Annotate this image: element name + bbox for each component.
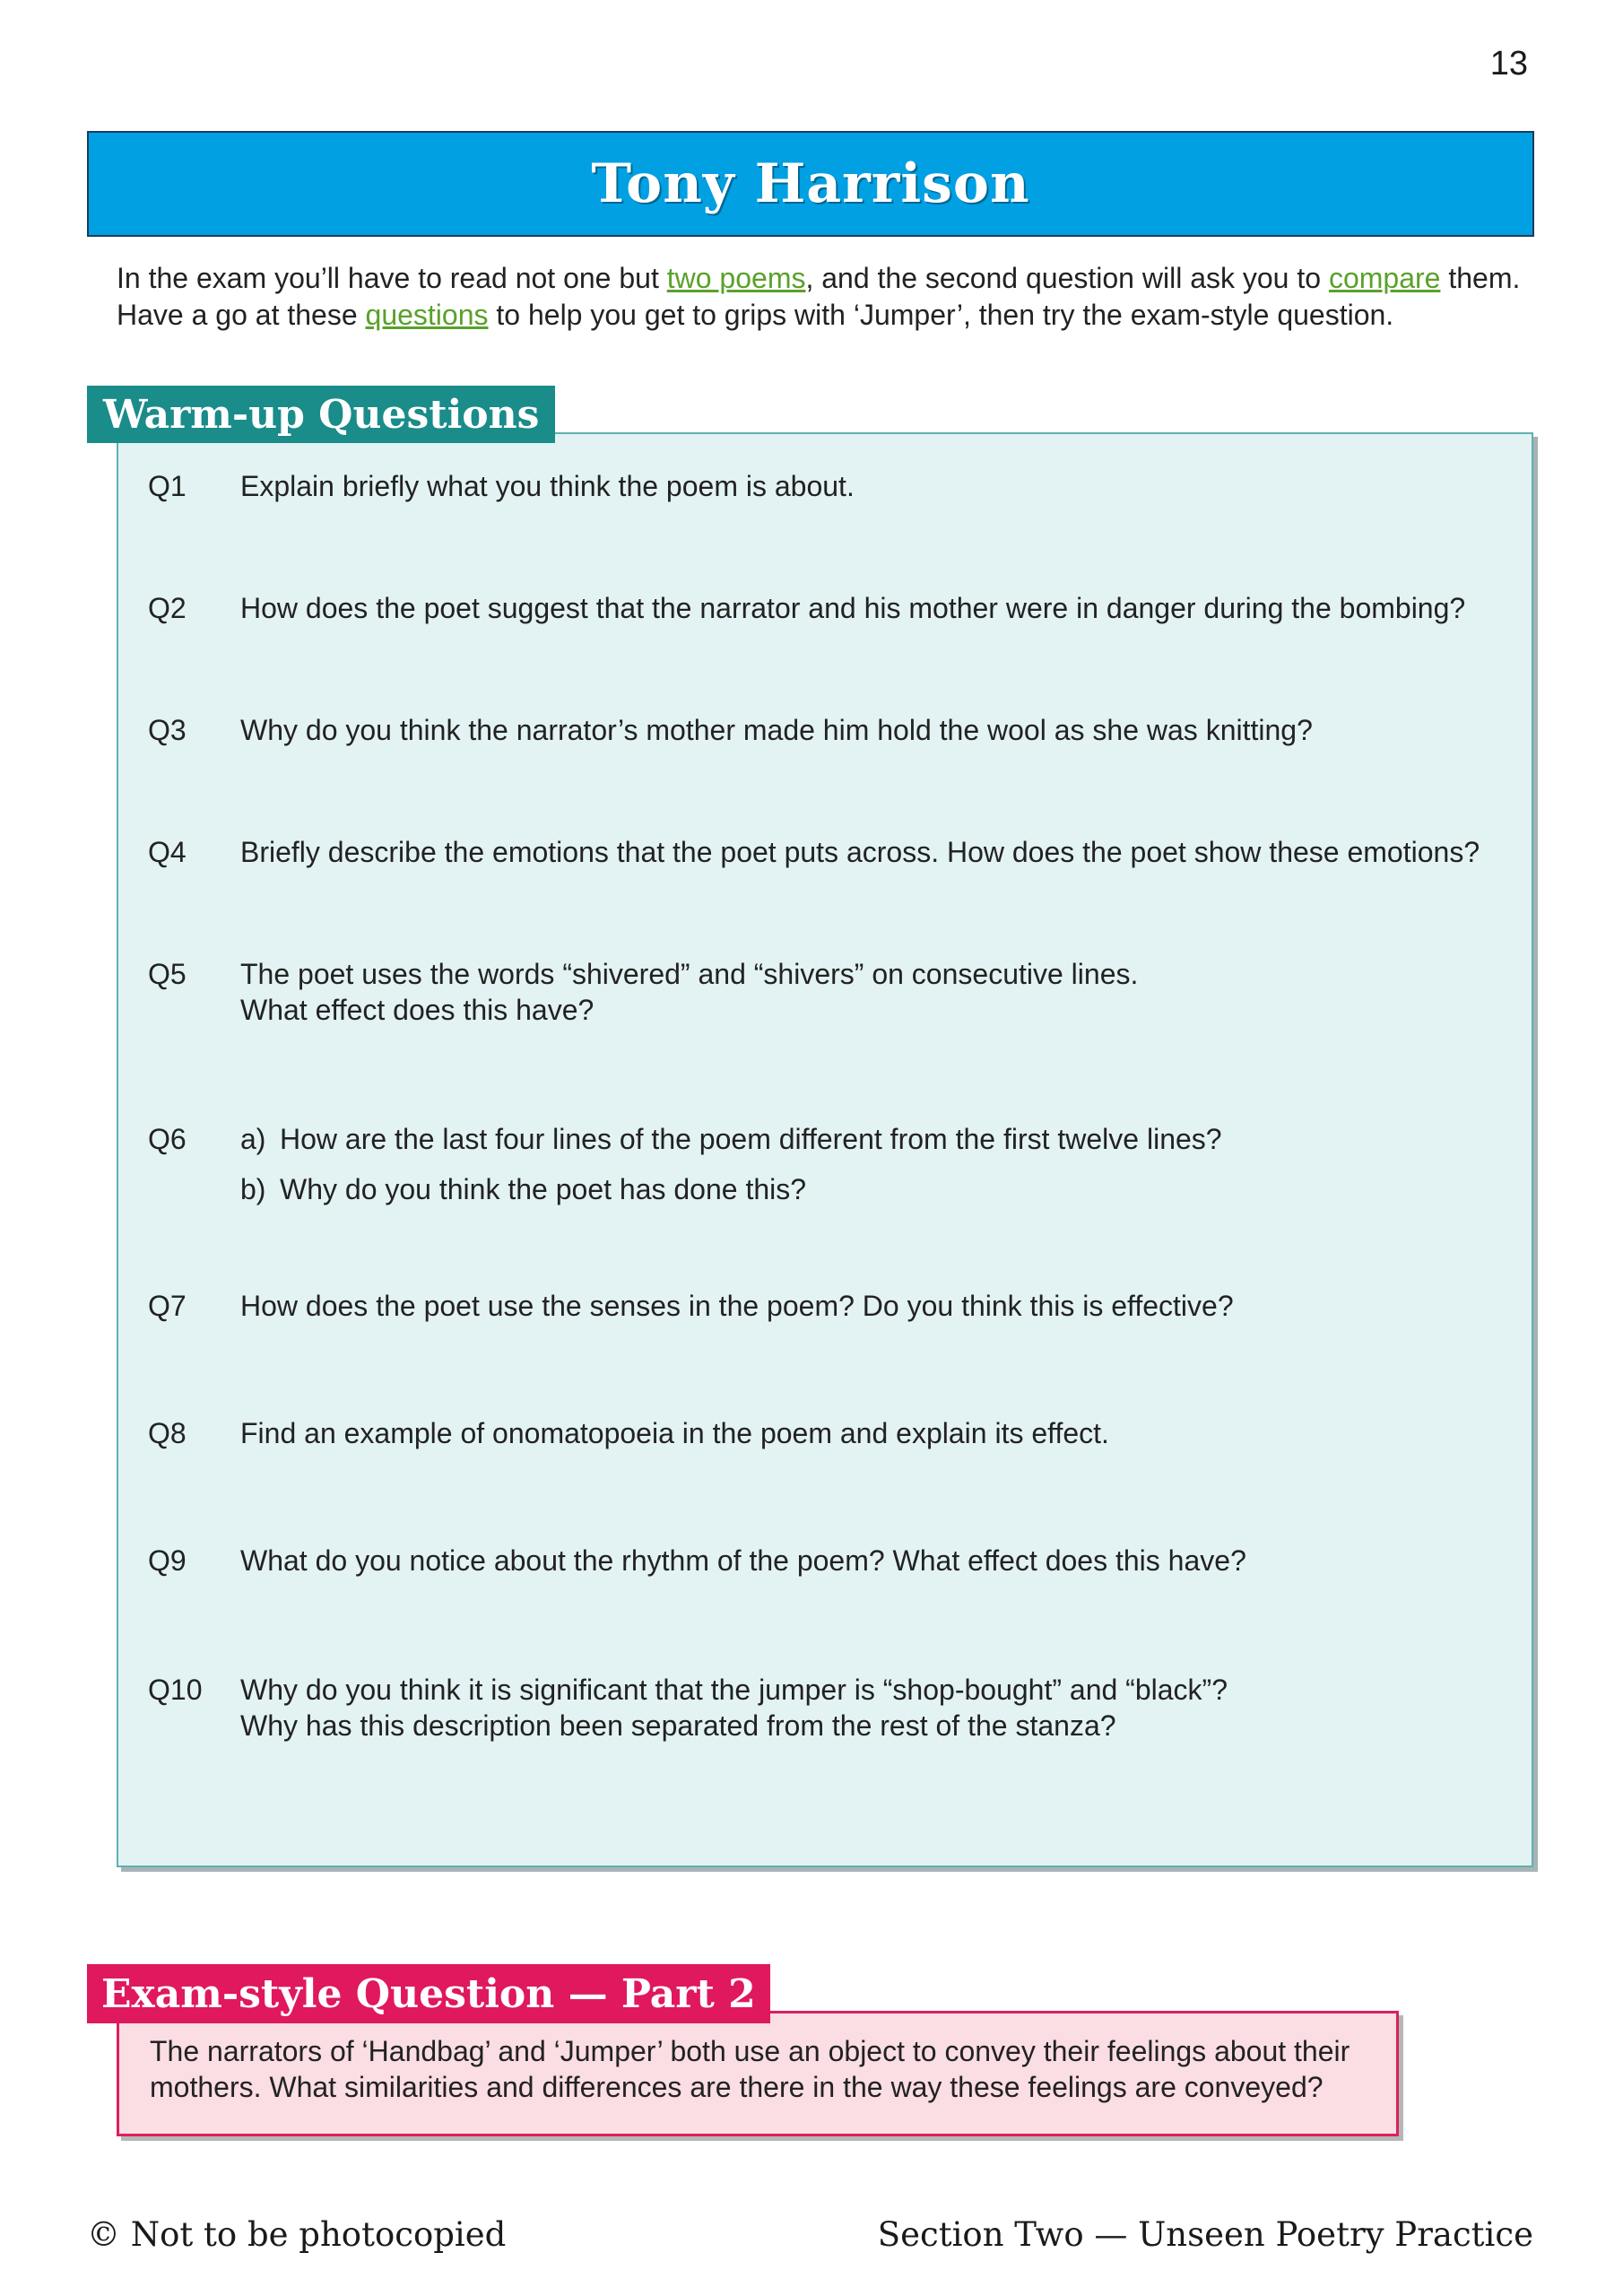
question-text: Why do you think it is significant that the jumper is “shop-bought” and “black”? <box>240 1674 1228 1706</box>
page-number: 13 <box>1489 45 1528 83</box>
intro-line-1 <box>117 260 1542 297</box>
question-text: Why do you think the narrator’s mother made him hold the wool as she was knitting? <box>240 714 1313 746</box>
question-number: Q6 <box>148 1123 187 1155</box>
exam-question-text <box>150 2033 1387 2105</box>
question-number: Q8 <box>148 1417 187 1449</box>
question-text: What effect does this have? <box>240 994 595 1026</box>
footer-section: Section Two — Unseen Poetry Practice <box>877 2215 1533 2254</box>
part-text: Why do you think the poet has done this? <box>280 1173 807 1205</box>
title-banner <box>87 131 1534 237</box>
intro-text-segment: In the exam you’ll have to read not one but <box>117 262 667 294</box>
question-number: Q9 <box>148 1544 187 1577</box>
questions-link[interactable]: questions <box>365 299 489 331</box>
question-text: Briefly describe the emotions that the poet puts across. How does the poet show these emotions? <box>240 836 1480 868</box>
exam-question-line: mothers. What similarities and differences are there in the way these feelings are conveyed? <box>150 2071 1324 2103</box>
question-number: Q5 <box>148 958 187 990</box>
exam-question-line: The narrators of ‘Handbag’ and ‘Jumper’ both use an object to convey their feelings about their <box>150 2035 1350 2067</box>
question-text: How does the poet suggest that the narrator and his mother were in danger during the bombing? <box>240 592 1466 624</box>
intro-line-2 <box>117 297 1542 334</box>
intro-text <box>117 260 1542 334</box>
part-text: How are the last four lines of the poem different from the first twelve lines? <box>280 1123 1222 1155</box>
intro-text-segment: , and the second question will ask you to <box>805 262 1329 294</box>
question-text: How does the poet use the senses in the poem? Do you think this is effective? <box>240 1290 1234 1322</box>
question-number: Q3 <box>148 714 187 746</box>
intro-text-segment: Have a go at these <box>117 299 366 331</box>
question-part-b <box>240 1171 1532 1207</box>
question-text: Why has this description been separated from the rest of the stanza? <box>240 1709 1116 1742</box>
part-label: a) <box>240 1123 266 1155</box>
question-number: Q7 <box>148 1290 187 1322</box>
question-part-a <box>240 1121 1532 1157</box>
question-text: Explain briefly what you think the poem is about. <box>240 470 855 502</box>
compare-link[interactable]: compare <box>1328 262 1441 294</box>
part-label: b) <box>240 1173 266 1205</box>
exam-question-heading: Exam-style Question — Part 2 <box>87 1964 770 2023</box>
question-number: Q4 <box>148 836 187 868</box>
warmup-heading: Warm-up Questions <box>87 386 555 443</box>
footer-copyright: © Not to be photocopied <box>87 2215 507 2254</box>
intro-text-segment: them. <box>1440 262 1521 294</box>
question-text: Find an example of onomatopoeia in the poem and explain its effect. <box>240 1417 1109 1449</box>
intro-text-segment: to help you get to grips with ‘Jumper’, then try the exam-style question. <box>488 299 1394 331</box>
question-number: Q2 <box>148 592 187 624</box>
question-text: What do you notice about the rhythm of the poem? What effect does this have? <box>240 1544 1246 1577</box>
page-title: Tony Harrison <box>591 152 1030 215</box>
question-text: The poet uses the words “shivered” and “shivers” on consecutive lines. <box>240 958 1139 990</box>
question-number: Q1 <box>148 470 187 502</box>
two-poems-link[interactable]: two poems <box>666 262 806 294</box>
question-number: Q10 <box>148 1674 203 1706</box>
